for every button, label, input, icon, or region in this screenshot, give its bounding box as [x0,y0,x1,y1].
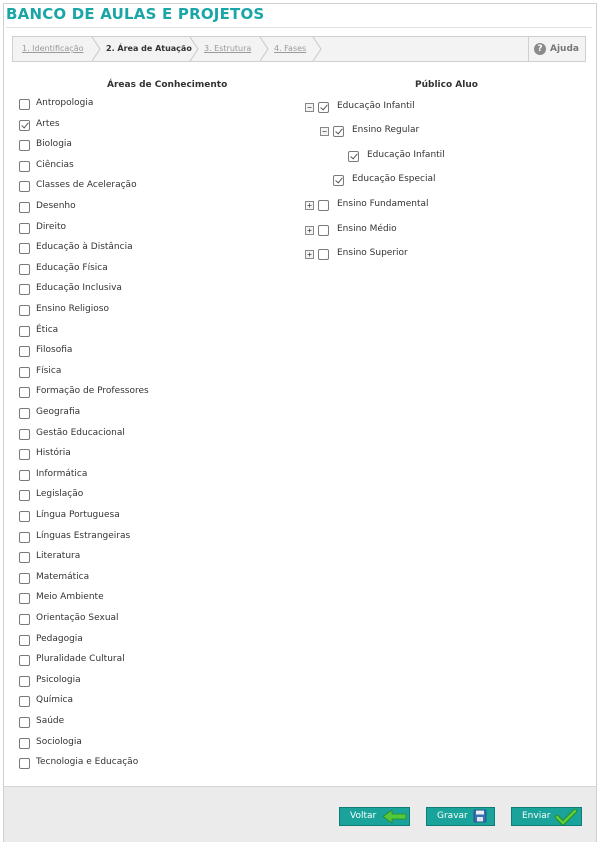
gravar-button[interactable] [426,807,495,826]
area-label: Pedagogia [36,633,83,644]
publico-label: Educação Especial [352,174,436,184]
area-label: Literatura [36,551,81,562]
area-checkbox[interactable] [19,140,30,151]
area-label: Biologia [36,139,72,150]
area-label: Gestão Educacional [36,427,125,438]
area-label: Matemática [36,571,90,582]
step-fases[interactable]: 4. Fases [274,44,307,53]
area-checkbox[interactable] [19,429,30,440]
area-label: Meio Ambiente [36,592,104,603]
expand-icon[interactable]: + [305,250,314,259]
help-button[interactable] [528,37,585,61]
area-checkbox[interactable] [19,243,30,254]
publico-label: Ensino Regular [352,125,420,135]
help-label: Ajuda [550,44,579,54]
area-label: Ética [36,324,59,335]
area-label: Tecnologia e Educação [36,757,139,768]
area-label: Saúde [36,716,65,726]
area-checkbox[interactable] [19,120,30,131]
area-label: Línguas Estrangeiras [36,530,131,541]
area-checkbox[interactable] [19,305,30,316]
area-label: Antropologia [36,98,94,108]
publico-checkbox[interactable] [348,151,359,162]
area-label: Informática [36,468,88,479]
area-checkbox[interactable] [19,717,30,728]
area-checkbox[interactable] [19,614,30,625]
area-checkbox[interactable] [19,593,30,604]
publico-checkbox[interactable] [318,102,329,113]
publico-label: Educação Infantil [337,101,415,111]
areas-heading: Áreas de Conhecimento [107,80,228,90]
area-checkbox[interactable] [19,367,30,378]
area-label: Artes [36,118,60,129]
step-separator-icon [188,37,200,61]
area-checkbox[interactable] [19,696,30,707]
collapse-icon[interactable]: − [305,103,314,112]
area-checkbox[interactable] [19,573,30,584]
area-label: Ensino Religioso [36,304,109,314]
expand-icon[interactable]: + [305,226,314,235]
area-checkbox[interactable] [19,635,30,646]
checkmark-icon [554,809,578,825]
area-checkbox[interactable] [19,655,30,666]
area-label: Física [36,365,62,376]
area-label: Educação à Distância [36,242,133,253]
area-label: Química [36,695,74,706]
area-label: Classes de Aceleração [36,180,137,191]
page-title: BANCO DE AULAS E PROJETOS [6,5,265,23]
enviar-button[interactable] [511,807,582,826]
area-checkbox[interactable] [19,408,30,419]
floppy-disk-icon [473,809,487,823]
area-checkbox[interactable] [19,758,30,769]
gravar-label: Gravar [437,811,468,821]
step-separator-icon [311,37,323,61]
area-checkbox[interactable] [19,326,30,337]
area-label: Desenho [36,201,76,211]
publico-label: Educação Infantil [367,150,445,160]
area-label: Sociologia [36,736,82,747]
collapse-icon[interactable]: − [320,127,329,136]
area-checkbox[interactable] [19,223,30,234]
publico-checkbox[interactable] [333,175,344,186]
area-label: Educação Inclusiva [36,283,122,294]
area-label: Pluralidade Cultural [36,654,125,665]
area-checkbox[interactable] [19,676,30,687]
publico-label: Ensino Superior [337,248,408,258]
area-checkbox[interactable] [19,161,30,172]
area-checkbox[interactable] [19,99,30,110]
area-label: Direito [36,221,67,232]
area-label: Língua Portuguesa [36,510,120,520]
enviar-label: Enviar [522,811,551,821]
step-estrutura[interactable]: 3. Estrutura [204,44,252,53]
publico-checkbox[interactable] [333,126,344,137]
area-checkbox[interactable] [19,552,30,563]
area-checkbox[interactable] [19,264,30,275]
area-checkbox[interactable] [19,470,30,481]
area-checkbox[interactable] [19,511,30,522]
publico-checkbox[interactable] [318,200,329,211]
voltar-button[interactable] [339,807,410,826]
area-checkbox[interactable] [19,284,30,295]
area-label: Geografia [36,407,81,417]
voltar-label: Voltar [350,811,377,821]
area-label: Psicologia [36,674,81,685]
step-separator-icon [90,37,102,61]
area-label: Educação Física [36,262,108,273]
publico-label: Ensino Fundamental [337,199,429,209]
step-identificacao[interactable]: 1. Identificação [22,44,84,53]
area-checkbox[interactable] [19,738,30,749]
arrow-left-icon [382,809,408,824]
area-label: História [36,448,71,459]
area-label: Legislação [36,489,84,500]
area-label: Orientação Sexual [36,613,119,623]
title-divider [6,27,592,28]
publico-heading: Público Aluo [415,80,478,90]
area-label: Ciências [36,159,74,170]
footer-bar [4,786,596,842]
page-frame [3,3,597,842]
expand-icon[interactable]: + [305,201,314,210]
publico-checkbox[interactable] [318,249,329,260]
area-checkbox[interactable] [19,490,30,501]
area-label: Formação de Professores [36,386,149,397]
publico-checkbox[interactable] [318,225,329,236]
question-icon: ? [534,43,546,55]
area-checkbox[interactable] [19,387,30,398]
area-checkbox[interactable] [19,346,30,357]
wizard-steps [12,36,586,62]
area-checkbox[interactable] [19,532,30,543]
step-separator-icon [258,37,270,61]
area-label: Filosofia [36,345,73,356]
area-checkbox[interactable] [19,449,30,460]
area-checkbox[interactable] [19,202,30,213]
step-area-atuacao[interactable]: 2. Área de Atuação [106,44,192,53]
publico-label: Ensino Médio [337,224,397,234]
area-checkbox[interactable] [19,181,30,192]
